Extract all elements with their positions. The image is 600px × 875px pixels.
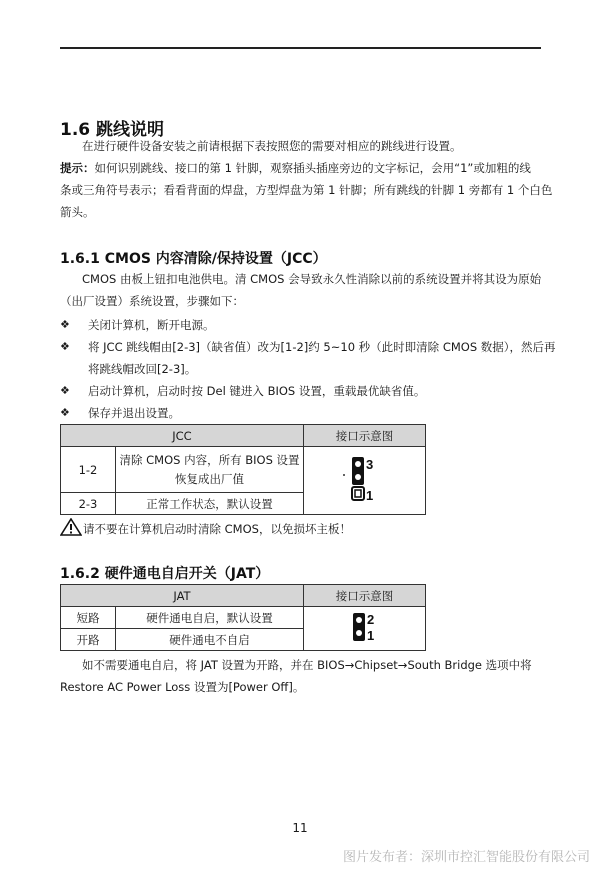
jcc-warning: 请不要在计算机启动时清除 CMOS，以免损坏主板！ xyxy=(83,522,351,536)
page-number: 11 xyxy=(292,821,308,835)
jcc-title: 1.6.1 CMOS 内容清除/保持设置（JCC） xyxy=(60,251,327,267)
header-rule xyxy=(60,47,541,49)
tip-line-1: 提示：如何识别跳线、接口的第 1 针脚，观察插头插座旁边的文字标记，会用“1”或加粗的线 xyxy=(60,161,531,175)
diamond-bullet-icon: ❖ xyxy=(60,318,70,331)
jcc-setting-1-2: 1-2 xyxy=(61,447,116,493)
diamond-bullet-icon: ❖ xyxy=(60,340,70,353)
diamond-bullet-icon: ❖ xyxy=(60,384,70,397)
jcc-step-2: 将 JCC 跳线帽由[2-3]（缺省值）改为[1-2]约 5~10 秒（此时即清除 CMOS 数据），然后再 xyxy=(88,340,556,354)
jcc-desc-1-2: 清除 CMOS 内容，所有 BIOS 设置 恢复成出厂值 xyxy=(116,447,304,493)
jat-table xyxy=(60,584,426,651)
tip-line-2: 条或三角符号表示；看看背面的焊盘，方型焊盘为第 1 针脚；所有跳线的针脚 1 旁都有 1 个白色 xyxy=(60,183,553,197)
warning-triangle-icon xyxy=(60,518,82,536)
publisher-credit: 图片发布者：深圳市控汇智能股份有限公司 xyxy=(342,850,590,865)
jat-title: 1.6.2 硬件通电自启开关（JAT） xyxy=(60,566,270,582)
tip-label: 提示： xyxy=(60,161,95,175)
pin-label-1: 1 xyxy=(366,628,374,643)
pin-label-2: 2 xyxy=(366,612,374,627)
jat-header: JAT xyxy=(61,585,304,607)
jat-desc-open: 硬件通电不自启 xyxy=(116,629,304,651)
tip-line-3: 箭头。 xyxy=(60,205,95,219)
jcc-setting-2-3: 2-3 xyxy=(61,493,116,515)
jcc-step-2-cont: 将跳线帽改回[2-3]。 xyxy=(88,362,197,376)
jat-pin-diagram xyxy=(304,607,426,651)
jat-desc-short: 硬件通电自启，默认设置 xyxy=(116,607,304,629)
pin-label-3: 3 xyxy=(365,457,373,472)
diamond-bullet-icon: ❖ xyxy=(60,406,70,419)
jcc-intro-2: （出厂设置）系统设置，步骤如下： xyxy=(60,294,244,308)
jcc-step-3: 启动计算机，启动时按 Del 键进入 BIOS 设置，重载最优缺省值。 xyxy=(88,384,426,398)
jat-note-2: Restore AC Power Loss 设置为[Power Off]。 xyxy=(60,680,305,694)
jat-setting-open: 开路 xyxy=(61,629,116,651)
jcc-intro-1: CMOS 由板上钮扣电池供电。清 CMOS 会导致永久性消除以前的系统设置并将其设为原始 xyxy=(82,272,542,286)
jcc-desc-2-3: 正常工作状态，默认设置 xyxy=(116,493,304,515)
diagram-header: 接口示意图 xyxy=(304,425,426,447)
section-title: 1.6 跳线说明 xyxy=(60,120,165,140)
section-intro: 在进行硬件设备安装之前请根据下表按照您的需要对相应的跳线进行设置。 xyxy=(82,139,462,153)
jumper-2pin-icon xyxy=(345,610,385,644)
pin-label-1: 1 xyxy=(365,488,373,503)
jcc-step-1: 关闭计算机，断开电源。 xyxy=(88,318,215,332)
diagram-header: 接口示意图 xyxy=(304,585,426,607)
jcc-pin-diagram xyxy=(304,447,426,515)
jcc-step-4: 保存并退出设置。 xyxy=(88,406,180,420)
jat-setting-short: 短路 xyxy=(61,607,116,629)
jat-note-1: 如不需要通电自启，将 JAT 设置为开路，并在 BIOS→Chipset→South Bridge 选项中将 xyxy=(82,658,532,672)
jumper-3pin-icon xyxy=(340,453,390,505)
jcc-table xyxy=(60,424,426,515)
jcc-header: JCC xyxy=(61,425,304,447)
